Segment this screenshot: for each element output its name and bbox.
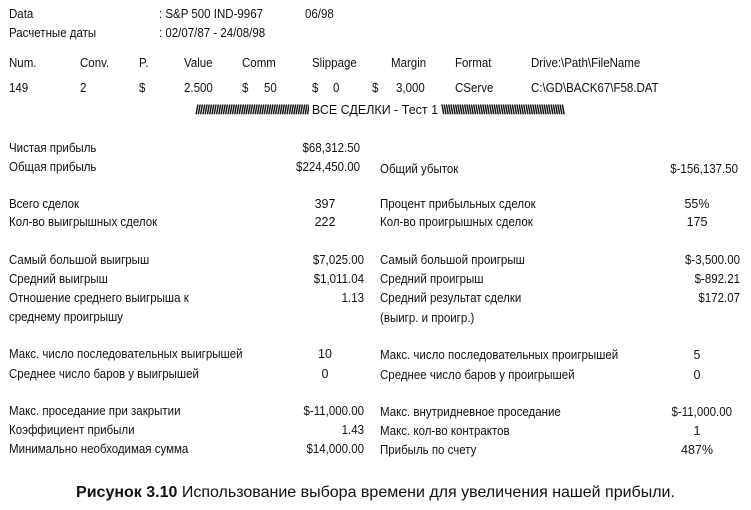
row-path: C:\GD\BACK67\F58.DAT: [531, 81, 659, 95]
data-date: 06/98: [305, 7, 334, 21]
stat-left-label: Среднее число баров у выигрышей: [9, 367, 199, 381]
stat-right-label: Макс. число последовательных проигрышей: [380, 348, 619, 362]
stat-right-label: Прибыль по счету: [380, 443, 477, 457]
col-comm: Comm: [242, 56, 276, 70]
stat-left-value: $7,025.00: [312, 253, 364, 267]
stat-left-value: 0: [321, 367, 329, 381]
banner-title: ВСЕ СДЕЛКИ - Тест 1: [311, 103, 439, 117]
stat-left-label: Минимально необходимая сумма: [9, 442, 189, 456]
col-format: Format: [455, 56, 492, 70]
stat-right-value: $-156,137.50: [670, 162, 738, 176]
caption-label: Рисунок 3.10: [76, 484, 178, 501]
stat-right-value: 0: [693, 368, 701, 382]
stat-right-label: Среднее число баров у проигрышей: [380, 368, 575, 382]
data-label: Data: [9, 7, 34, 21]
stat-left-value: $224,450.00: [296, 160, 360, 174]
stat-right-label: Макс. кол-во контрактов: [380, 424, 510, 438]
row-slip: 0: [333, 81, 340, 95]
stat-right-value: 5: [693, 348, 701, 362]
stat-right-value: $-11,000.00: [671, 405, 732, 419]
stat-left-value: $-11,000.00: [303, 404, 364, 418]
banner-right-slashes: \\\\\\\\\\\\\\\\\\\\\\\\\\\\\\\\\\\\\\\\\\\\\\\\\\\\\\: [441, 103, 564, 117]
col-slippage: Slippage: [312, 56, 357, 70]
stat-left-value: 397: [314, 197, 336, 211]
caption-text: Использование выбора времени для увеличения нашей прибыли.: [181, 484, 675, 501]
stat-right-label: Процент прибыльных сделок: [380, 197, 536, 211]
row-num: 149: [9, 81, 29, 95]
row-comm-currency: $: [242, 81, 249, 95]
stat-left-label: Кол-во выигрышных сделок: [9, 215, 158, 229]
row-margin: 3,000: [396, 81, 425, 95]
col-conv: Conv.: [80, 56, 110, 70]
stat-left-label: Коэффициент прибыли: [9, 423, 135, 437]
stat-right-value: 1: [693, 424, 701, 438]
stat-left-value: 1.13: [341, 291, 364, 305]
stat-right-value: $-892.21: [694, 272, 740, 286]
stat-left-value: $68,312.50: [302, 141, 360, 155]
stat-right-label: Средний проигрыш: [380, 272, 484, 286]
row-slip-currency: $: [312, 81, 319, 95]
stat-right-value: 55%: [684, 197, 710, 211]
data-value: : S&P 500 IND-9967: [159, 7, 263, 21]
row-margin-currency: $: [372, 81, 379, 95]
stat-right-value: $-3,500.00: [685, 253, 740, 267]
stat-right-label: Общий убыток: [380, 162, 459, 176]
stat-left-label: Чистая прибыль: [9, 141, 97, 155]
stat-right-label: Самый большой проигрыш: [380, 253, 525, 267]
stat-right-label: Кол-во проигрышных сделок: [380, 215, 533, 229]
stat-left-label: Макс. проседание при закрытии: [9, 404, 181, 418]
stat-left-value: 10: [318, 347, 332, 361]
figure-caption: [0, 484, 751, 502]
stat-right-value: 487%: [681, 443, 713, 457]
stat-left-label: Макс. число последовательных выигрышей: [9, 347, 243, 361]
row-comm: 50: [264, 81, 277, 95]
stat-left-value: $14,000.00: [306, 442, 364, 456]
banner-left-slashes: //////////////////////////////////////////////////: [195, 103, 309, 117]
stat-left-label: Самый большой выигрыш: [9, 253, 150, 267]
stat-left-label: среднему проигрышу: [9, 310, 124, 324]
stat-left-value: 1.43: [341, 423, 364, 437]
stat-left-label: Всего сделок: [9, 197, 80, 211]
row-format: CServe: [455, 81, 494, 95]
col-margin: Margin: [391, 56, 427, 70]
row-value: 2.500: [184, 81, 213, 95]
row-p: $: [139, 81, 146, 95]
stat-right-label: (выигр. и проигр.): [380, 311, 475, 325]
col-value: Value: [184, 56, 213, 70]
stat-right-label: Средний результат сделки: [380, 291, 522, 305]
stat-left-label: Средний выигрыш: [9, 272, 108, 286]
stat-right-value: $172.07: [698, 291, 740, 305]
col-num: Num.: [9, 56, 37, 70]
col-p: P.: [139, 56, 149, 70]
stat-left-value: 222: [314, 215, 336, 229]
dates-value: : 02/07/87 - 24/08/98: [159, 26, 266, 40]
stat-left-label: Отношение среднего выигрыша к: [9, 291, 189, 305]
col-path: Drive:\Path\FileName: [531, 56, 641, 70]
banner: [9, 101, 741, 119]
stat-right-value: 175: [686, 215, 708, 229]
stat-left-value: $1,011.04: [313, 272, 364, 286]
stat-right-label: Макс. внутридневное проседание: [380, 405, 561, 419]
stat-left-label: Общая прибыль: [9, 160, 97, 174]
dates-label: Расчетные даты: [9, 26, 97, 40]
row-conv: 2: [80, 81, 87, 95]
